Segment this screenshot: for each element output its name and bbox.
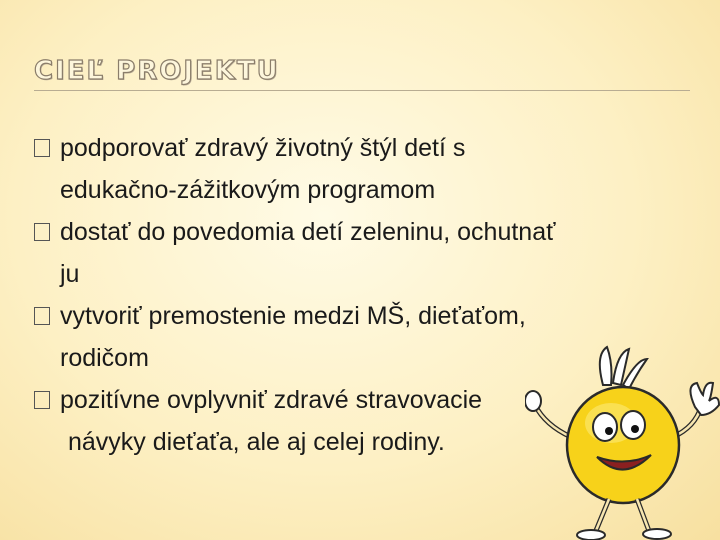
bullet-item [32,211,692,295]
bullet-text-line: dostať do povedomia detí zeleninu, ochutnať [60,218,556,246]
slide-title: CIEĽ PROJEKTU [34,56,280,86]
bullet-box-icon [34,307,50,325]
bullet-text-line: rodičom [60,344,149,372]
bullet-text-line: podporovať zdravý životný štýl detí s [60,134,466,162]
bullet-text-line: edukačno-zážitkovým programom [60,176,436,204]
title-rule [34,90,690,91]
bullet-text-line: vytvoriť premostenie medzi MŠ, dieťaťom, [60,302,526,330]
onion-mascot-image [525,345,720,540]
bullet-text-line: pozitívne ovplyvniť zdravé stravovacie [60,386,483,414]
bullet-item [32,127,692,211]
bullet-text-line: ju [60,260,80,288]
bullet-box-icon [34,139,50,157]
bullet-text-line: návyky dieťaťa, ale aj celej rodiny. [68,428,445,456]
bullet-box-icon [34,391,50,409]
bullet-box-icon [34,223,50,241]
